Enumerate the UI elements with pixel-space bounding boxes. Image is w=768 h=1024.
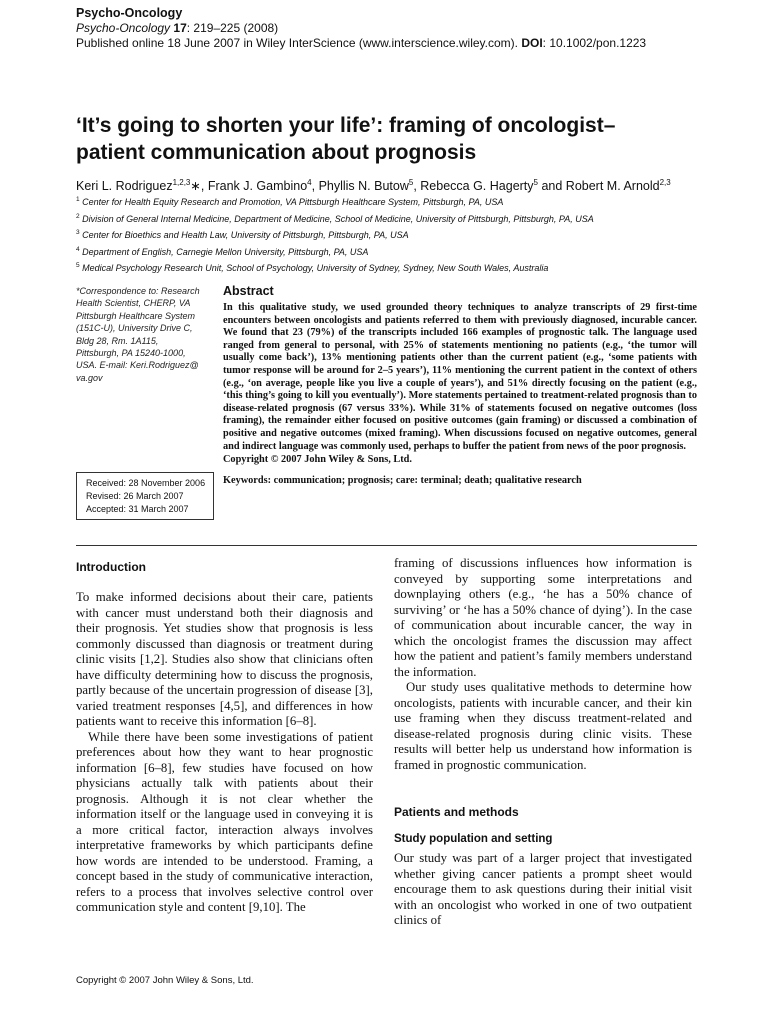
paragraph: Our study was part of a larger project that investigated whether giving cancer patients a prompt sheet would encourage them to ask questions during their initial visit with an oncologist who worked in one of two outpatient clinics of <box>394 851 692 927</box>
published-line <box>76 36 696 51</box>
accepted-date: Accepted: 31 March 2007 <box>86 504 189 514</box>
author: Frank J. Gambino$^4$ <box>207 178 312 194</box>
paragraph: framing of discussions influences how information is conveyed by supporting some interpretations and downplaying others (e.g., ‘he has a 50% chance of surviving’ or ‘he has a 50% chance of dying’). In the case of communication about incurable cancer, the way in which the oncologist frames the discussion may affect how the patient and patient’s family members understand the information. <box>394 556 692 679</box>
introduction-heading: Introduction <box>76 560 146 574</box>
paragraph: Our study uses qualitative methods to determine how oncologists, patients with incurable cancer, and their kin use framing when they discuss treatment-related and disease-related prognosis during clinic visits. These results will better help us understand how information is framed in prognostic communication. <box>394 680 692 772</box>
citation-volume: 17 <box>173 21 187 35</box>
author: Rebecca G. Hagerty$^5$ <box>420 178 538 194</box>
paragraph: To make informed decisions about their care, patients with cancer must understand both their diagnosis and their prognosis. Yet studies show that prognosis is less commonly discussed than diagnosis or treatment during clinic visits [1,2]. Studies also show that clinicians often have difficulty determining how to discuss the prognosis, partly because of the uncertain progression of disease [3], varied treatment responses [4,5], and differences in how patients want to receive this information [6–8]. <box>76 590 373 728</box>
correspondence-line: Pittsburgh, PA 15240-1000, <box>76 348 186 359</box>
abstract-copyright: Copyright © 2007 John Wiley & Sons, Ltd. <box>223 454 412 466</box>
study-population-subheading: Study population and setting <box>394 833 553 845</box>
abstract-heading: Abstract <box>223 284 274 298</box>
right-column <box>394 556 692 929</box>
section-divider <box>76 545 697 546</box>
journal-header <box>76 6 696 51</box>
correspondence-line: Bldg 28, Rm. 1A115, <box>76 335 159 346</box>
affiliation: $^1$ Center for Health Equity Research and Promotion, VA Pittsburgh Healthcare System, Pittsburgh, PA, USA <box>76 196 504 207</box>
citation-line <box>76 21 696 36</box>
page-footer-copyright: Copyright © 2007 John Wiley & Sons, Ltd. <box>76 975 254 986</box>
title-line-2: patient communication about prognosis <box>76 141 477 164</box>
affiliation: $^3$ Center for Bioethics and Health Law, University of Pittsburgh, Pittsburgh, PA, USA <box>76 229 409 241</box>
citation-journal: Psycho-Oncology <box>76 21 171 35</box>
affiliation: $^4$ Department of English, Carnegie Mellon University, Pittsburgh, PA, USA <box>76 245 369 257</box>
paragraph: While there have been some investigations of patient preferences about how they want to hear prognostic information [6–8], few studies have focused on how physicians actually talk with patients about their prognosis. Although it is not clear whether the information itself or the language used in conveying it is a more critical factor, interaction always involves interpretative frameworks by which participants define how words are intended to be understood. Framing, a concept based in the study of communicative interaction, refers to a process that involves selective control over communication style and content [9,10]. The <box>76 729 373 914</box>
affiliation: $^5$ Medical Psychology Research Unit, School of Psychology, University of Sydney, Sydney, New South Wales, Australia <box>76 262 549 274</box>
correspondence-line: va.gov <box>76 372 103 383</box>
doi-value: : 10.1002/pon.1223 <box>542 36 647 50</box>
abstract-body: In this qualitative study, we used grounded theory techniques to analyze transcripts of 29 first-time encounters between oncologists and patients referred to them with previously diagnosed, incurable cancer. We found that 23 (79%) of the transcripts included 166 examples of prognostic talk. The language used ranged from general to personal, with 25% of statements mentioning no patients (e.g., ‘the tumor will usually come back’), 13% mentioning patients other than the current patient (e.g., ‘some patients with tumor response will be around for 2–5 years’), 11% mentioning the current patient in the context of others (e.g., ‘on average, people like you live a couple of years’), and 51% directly focusing on the patient (e.g., ‘this thing’s going to kill you eventually’). More statements pertained to treatment-related prognosis than to disease-related prognosis (67 versus 33%). While 31% of statements focused on negative outcomes (loss framing), the remainder either focused on positive outcomes (gain framing) or discussed a combination of positive and negative outcomes (mixed framing). When discussions focused on negative outcomes, general and indirect language was commonly used, perhaps to buffer the patient from news of the poor prognosis. <box>223 302 697 452</box>
correspondence-line: (151C-U), University Drive C, <box>76 323 193 334</box>
author: Keri L. Rodriguez$^{1,2,3}$∗ <box>76 178 201 194</box>
abstract <box>223 284 697 487</box>
journal-name: Psycho-Oncology <box>76 6 183 20</box>
affiliation: $^2$ Division of General Internal Medicine, Department of Medicine, School of Medicine, University of Pittsburgh, Pittsburgh, PA, USA <box>76 212 594 224</box>
published-text: Published online 18 June 2007 in Wiley InterScience (www.interscience.wiley.com). <box>76 36 522 50</box>
affiliation-list <box>76 193 716 276</box>
correspondence-line: USA. E-mail: Keri.Rodriguez@ <box>76 360 199 371</box>
article-title <box>76 112 706 166</box>
citation-pages: : 219–225 (2008) <box>186 21 279 35</box>
article-dates-box <box>76 472 214 520</box>
author-list: Keri L. Rodriguez$^{1,2,3}$∗, Frank J. Gambino$^4$, Phyllis N. Butow$^5$, Rebecca G. Hagerty$^5$ and Robert M. Arnold$^{2,3}$ <box>76 178 671 194</box>
keywords-list: communication; prognosis; care: terminal; death; qualitative research <box>271 475 582 487</box>
received-date: Received: 28 November 2006 <box>86 478 206 488</box>
left-column <box>76 560 373 916</box>
correspondence-line: Health Scientist, CHERP, VA <box>76 298 191 309</box>
keywords <box>223 474 697 487</box>
author: Phyllis N. Butow$^5$ <box>318 178 414 194</box>
title-line-1: ‘It’s going to shorten your life’: framing of oncologist– <box>76 114 616 137</box>
correspondence-note <box>76 285 216 384</box>
correspondence-line: *Correspondence to: Research <box>76 286 200 296</box>
methods-heading: Patients and methods <box>394 805 519 819</box>
revised-date: Revised: 26 March 2007 <box>86 491 184 501</box>
doi-label: DOI <box>521 36 543 50</box>
keywords-label: Keywords: <box>223 475 272 487</box>
correspondence-line: Pittsburgh Healthcare System <box>76 310 196 321</box>
author: Robert M. Arnold$^{2,3}$ <box>565 178 671 194</box>
